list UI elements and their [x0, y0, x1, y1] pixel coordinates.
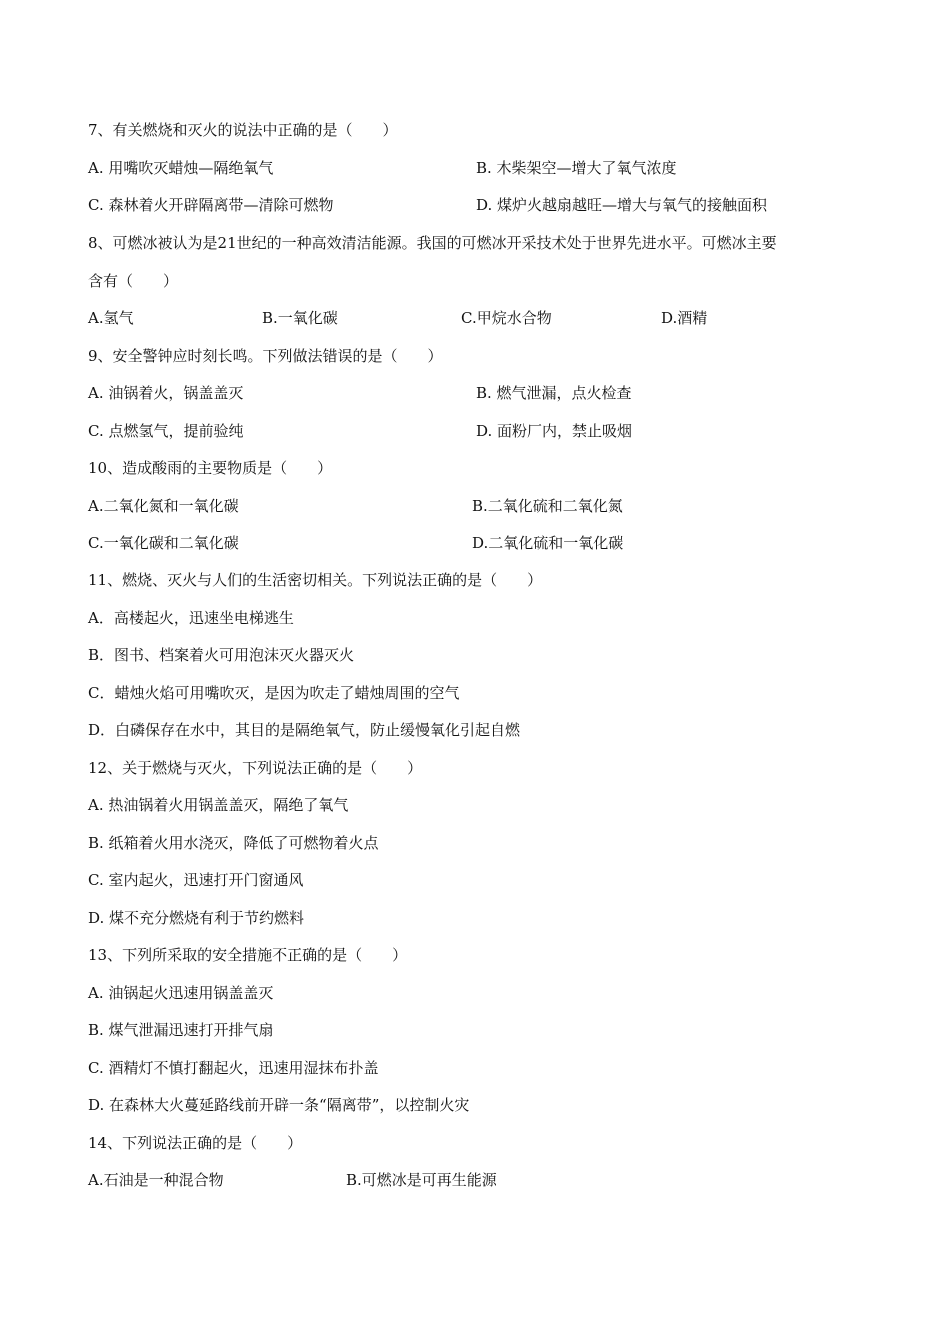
question-14-option-b: B.可燃冰是可再生能源	[346, 1171, 497, 1189]
question-9-option-a: A. 油锅着火，锅盖盖灭	[88, 384, 244, 402]
question-13-stem: 13、下列所采取的安全措施不正确的是（ ）	[88, 946, 408, 964]
question-10-stem: 10、造成酸雨的主要物质是（ ）	[88, 459, 333, 477]
question-8-option-c: C.甲烷水合物	[461, 309, 552, 327]
question-7-option-c: C. 森林着火开辟隔离带—清除可燃物	[88, 196, 334, 214]
question-8-stem-line2: 含有（ ）	[88, 272, 179, 290]
question-13-option-b: B. 煤气泄漏迅速打开排气扇	[88, 1021, 274, 1039]
question-14-stem: 14、下列说法正确的是（ ）	[88, 1134, 303, 1152]
question-11-stem: 11、燃烧、灭火与人们的生活密切相关。下列说法正确的是（ ）	[88, 571, 543, 589]
question-9-option-c: C. 点燃氢气，提前验纯	[88, 422, 244, 440]
question-12-stem: 12、关于燃烧与灭火，下列说法正确的是（ ）	[88, 759, 423, 777]
question-10-option-c: C.一氧化碳和二氧化碳	[88, 534, 239, 552]
question-9-option-b: B. 燃气泄漏，点火检查	[476, 384, 632, 402]
question-12-option-b: B. 纸箱着火用水浇灭，降低了可燃物着火点	[88, 834, 379, 852]
question-12-option-d: D. 煤不充分燃烧有利于节约燃料	[88, 909, 305, 927]
question-8-stem-line1: 8、可燃冰被认为是21世纪的一种高效清洁能源。我国的可燃冰开采技术处于世界先进水平。可燃冰主要	[88, 234, 777, 252]
question-13-option-c: C. 酒精灯不慎打翻起火，迅速用湿抹布扑盖	[88, 1059, 379, 1077]
question-13-option-a: A. 油锅起火迅速用锅盖盖灭	[88, 984, 274, 1002]
question-8-option-a: A.氢气	[88, 309, 134, 327]
question-12-option-c: C. 室内起火，迅速打开门窗通风	[88, 871, 304, 889]
question-10-option-b: B.二氧化硫和二氧化氮	[472, 497, 623, 515]
question-7-option-b: B. 木柴架空—增大了氧气浓度	[476, 159, 677, 177]
question-10-option-d: D.二氧化硫和一氧化碳	[472, 534, 624, 552]
question-8-option-d: D.酒精	[661, 309, 708, 327]
question-7-stem: 7、有关燃烧和灭火的说法中正确的是（ ）	[88, 121, 398, 139]
question-10-option-a: A.二氧化氮和一氧化碳	[88, 497, 239, 515]
question-8-option-b: B.一氧化碳	[262, 309, 338, 327]
question-11-option-c: C．蜡烛火焰可用嘴吹灭，是因为吹走了蜡烛周围的空气	[88, 684, 460, 702]
question-9-option-d: D. 面粉厂内，禁止吸烟	[476, 422, 633, 440]
question-11-option-b: B．图书、档案着火可用泡沫灭火器灭火	[88, 646, 355, 664]
question-13-option-d: D. 在森林大火蔓延路线前开辟一条“隔离带”，以控制火灾	[88, 1096, 470, 1114]
question-11-option-a: A．高楼起火，迅速坐电梯逃生	[88, 609, 294, 627]
question-9-stem: 9、安全警钟应时刻长鸣。下列做法错误的是（ ）	[88, 347, 443, 365]
question-11-option-d: D．白磷保存在水中，其目的是隔绝氧气，防止缓慢氧化引起自燃	[88, 721, 521, 739]
question-7-option-d: D. 煤炉火越扇越旺—增大与氧气的接触面积	[476, 196, 768, 214]
question-12-option-a: A. 热油锅着火用锅盖盖灭，隔绝了氧气	[88, 796, 349, 814]
question-14-option-a: A.石油是一种混合物	[88, 1171, 224, 1189]
question-7-option-a: A. 用嘴吹灭蜡烛—隔绝氧气	[88, 159, 274, 177]
